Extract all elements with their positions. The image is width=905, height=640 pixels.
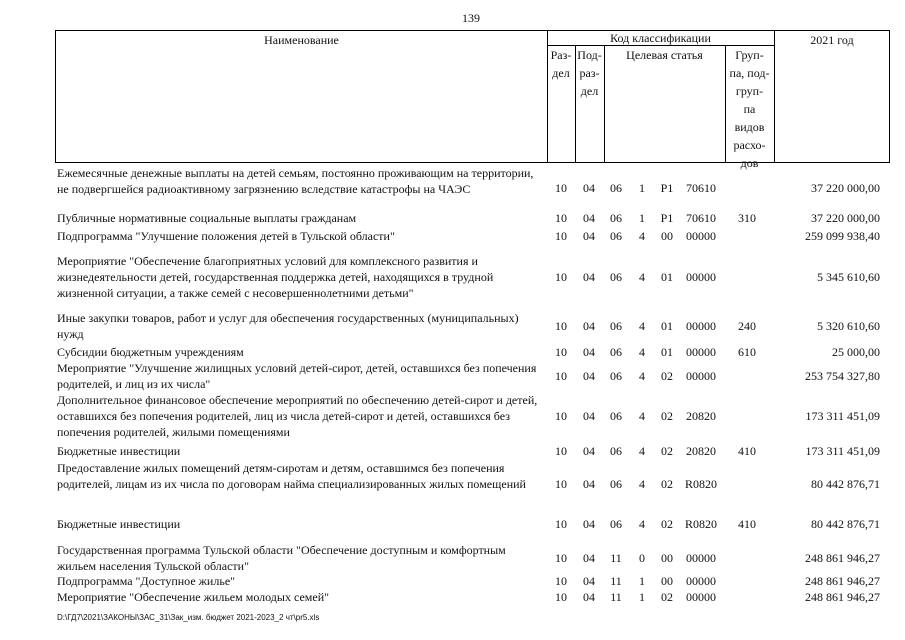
cell-subprogram: 4 <box>639 319 645 333</box>
cell-subprogram: 0 <box>639 551 645 565</box>
cell-direction: 00000 <box>686 270 716 284</box>
cell-sum: 248 861 946,27 <box>805 551 880 565</box>
row-name: Бюджетные инвестиции <box>57 444 181 458</box>
cell-podrazdel: 04 <box>583 517 595 531</box>
cell-subprogram: 1 <box>639 181 645 195</box>
cell-program: 06 <box>610 211 622 225</box>
cell-podrazdel: 04 <box>583 345 595 359</box>
row-name: Иные закупки товаров, работ и услуг для обеспечения государственных (муниципальных) нужд <box>57 311 519 341</box>
row-name: Мероприятие "Обеспечение жильем молодых семей" <box>57 590 330 604</box>
cell-direction: 00000 <box>686 369 716 383</box>
cell-program: 06 <box>610 229 622 243</box>
cell-direction: 00000 <box>686 345 716 359</box>
header-target-article: Целевая статья <box>626 48 703 62</box>
cell-subprogram: 1 <box>639 574 645 588</box>
cell-program: 06 <box>610 319 622 333</box>
cell-sum: 173 311 451,09 <box>805 409 880 423</box>
cell-sum: 248 861 946,27 <box>805 590 880 604</box>
cell-group: 610 <box>738 345 756 359</box>
cell-razdel: 10 <box>555 409 567 423</box>
cell-subprogram: 1 <box>639 590 645 604</box>
row-name: Дополнительное финансовое обеспечение мероприятий по обеспечению детей-сирот и детей, оставшихся без попечения родителей, лиц из числа детей-сирот и детей, оставшихся без попечения родителей, жилыми помещениями <box>57 393 538 439</box>
cell-event: 01 <box>661 270 673 284</box>
cell-subprogram: 4 <box>639 369 645 383</box>
cell-razdel: 10 <box>555 551 567 565</box>
cell-direction: 20820 <box>686 409 716 423</box>
row-name: Публичные нормативные социальные выплаты гражданам <box>57 211 357 225</box>
divider <box>774 31 775 162</box>
row-name: Ежемесячные денежные выплаты на детей семьям, постоянно проживающим на территории, не подвергшейся радиоактивному загрязнению вследствие катастрофы на ЧАЭС <box>57 166 534 196</box>
cell-program: 06 <box>610 345 622 359</box>
cell-sum: 173 311 451,09 <box>805 444 880 458</box>
row-name: Предоставление жилых помещений детям-сиротам и детям, оставшимся без попечения родителей, лицам из их числа по договорам найма специализированных жилых помещений <box>57 461 526 491</box>
row-name: Субсидии бюджетным учреждениям <box>57 345 244 359</box>
row-name: Государственная программа Тульской области "Обеспечение доступным и комфортным жильем населения Тульской области" <box>57 543 506 573</box>
cell-subprogram: 4 <box>639 345 645 359</box>
page-number: 139 <box>462 11 480 25</box>
header-name: Наименование <box>264 33 339 47</box>
cell-podrazdel: 04 <box>583 369 595 383</box>
cell-direction: 00000 <box>686 229 716 243</box>
cell-direction: 00000 <box>686 590 716 604</box>
cell-direction: 00000 <box>686 551 716 565</box>
cell-direction: 70610 <box>686 181 716 195</box>
cell-program: 06 <box>610 270 622 284</box>
cell-direction: 20820 <box>686 444 716 458</box>
cell-podrazdel: 04 <box>583 181 595 195</box>
cell-event: 02 <box>661 409 673 423</box>
cell-subprogram: 1 <box>639 211 645 225</box>
cell-event: 01 <box>661 345 673 359</box>
cell-event: P1 <box>660 211 674 225</box>
cell-group: 410 <box>738 444 756 458</box>
cell-sum: 5 345 610,60 <box>817 270 880 284</box>
cell-subprogram: 4 <box>639 409 645 423</box>
cell-sum: 248 861 946,27 <box>805 574 880 588</box>
cell-sum: 37 220 000,00 <box>811 181 880 195</box>
cell-podrazdel: 04 <box>583 319 595 333</box>
cell-razdel: 10 <box>555 369 567 383</box>
cell-program: 06 <box>610 517 622 531</box>
cell-razdel: 10 <box>555 181 567 195</box>
cell-event: 02 <box>661 590 673 604</box>
cell-podrazdel: 04 <box>583 551 595 565</box>
cell-razdel: 10 <box>555 517 567 531</box>
cell-program: 11 <box>610 551 622 565</box>
cell-podrazdel: 04 <box>583 211 595 225</box>
cell-podrazdel: 04 <box>583 477 595 491</box>
cell-event: 01 <box>661 319 673 333</box>
cell-event: 02 <box>661 517 673 531</box>
cell-sum: 80 442 876,71 <box>811 477 880 491</box>
cell-razdel: 10 <box>555 211 567 225</box>
cell-sum: 80 442 876,71 <box>811 517 880 531</box>
cell-event: 02 <box>661 477 673 491</box>
cell-podrazdel: 04 <box>583 229 595 243</box>
cell-program: 11 <box>610 574 622 588</box>
cell-event: 00 <box>661 551 673 565</box>
cell-program: 11 <box>610 590 622 604</box>
cell-razdel: 10 <box>555 574 567 588</box>
cell-sum: 259 099 938,40 <box>805 229 880 243</box>
cell-podrazdel: 04 <box>583 270 595 284</box>
cell-event: P1 <box>660 181 674 195</box>
cell-event: 02 <box>661 444 673 458</box>
row-name: Подпрограмма "Доступное жилье" <box>57 574 236 588</box>
header-group: Груп- па, под- груп- па видов расхо- дов <box>729 48 770 170</box>
header-razdel: Раз- дел <box>550 48 572 80</box>
cell-group: 240 <box>738 319 756 333</box>
cell-group: 410 <box>738 517 756 531</box>
cell-direction: R0820 <box>684 477 717 491</box>
cell-subprogram: 4 <box>639 270 645 284</box>
row-name: Бюджетные инвестиции <box>57 517 181 531</box>
cell-podrazdel: 04 <box>583 444 595 458</box>
cell-program: 06 <box>610 181 622 195</box>
cell-razdel: 10 <box>555 444 567 458</box>
cell-direction: 00000 <box>686 319 716 333</box>
cell-subprogram: 4 <box>639 229 645 243</box>
cell-razdel: 10 <box>555 477 567 491</box>
cell-event: 00 <box>661 229 673 243</box>
cell-podrazdel: 04 <box>583 574 595 588</box>
row-name: Мероприятие "Обеспечение благоприятных условий для комплексного развития и жизнедеятельности детей, государственная поддержка детей, находящихся в трудной жизненной ситуации, а также семей с несовершеннолетними детьми" <box>57 254 494 300</box>
cell-razdel: 10 <box>555 319 567 333</box>
cell-subprogram: 4 <box>639 517 645 531</box>
cell-razdel: 10 <box>555 345 567 359</box>
cell-razdel: 10 <box>555 270 567 284</box>
cell-sum: 253 754 327,80 <box>805 369 880 383</box>
cell-program: 06 <box>610 409 622 423</box>
cell-event: 02 <box>661 369 673 383</box>
cell-sum: 25 000,00 <box>832 345 880 359</box>
cell-sum: 5 320 610,60 <box>817 319 880 333</box>
cell-subprogram: 4 <box>639 477 645 491</box>
cell-direction: R0820 <box>684 517 717 531</box>
file-path: D:\ГД7\2021\ЗАКОНЫ\ЗАС_31\Зак_изм. бюджет 2021-2023_2 чт\pr5.xls <box>57 613 320 622</box>
cell-razdel: 10 <box>555 229 567 243</box>
cell-program: 06 <box>610 444 622 458</box>
cell-program: 06 <box>610 477 622 491</box>
cell-subprogram: 4 <box>639 444 645 458</box>
cell-direction: 70610 <box>686 211 716 225</box>
cell-sum: 37 220 000,00 <box>811 211 880 225</box>
header-podrazdel: Под- раз- дел <box>577 48 602 98</box>
header-code-classification: Код классификации <box>610 31 711 45</box>
cell-podrazdel: 04 <box>583 590 595 604</box>
cell-podrazdel: 04 <box>583 409 595 423</box>
row-name: Подпрограмма "Улучшение положения детей в Тульской области" <box>57 229 395 243</box>
cell-event: 00 <box>661 574 673 588</box>
cell-group: 310 <box>738 211 756 225</box>
header-year: 2021 год <box>810 33 854 47</box>
cell-razdel: 10 <box>555 590 567 604</box>
row-name: Мероприятие "Улучшение жилищных условий детей-сирот, детей, оставшихся без попечения родителей, и лиц из их числа" <box>57 361 537 391</box>
cell-direction: 00000 <box>686 574 716 588</box>
table-header <box>55 30 890 170</box>
cell-program: 06 <box>610 369 622 383</box>
